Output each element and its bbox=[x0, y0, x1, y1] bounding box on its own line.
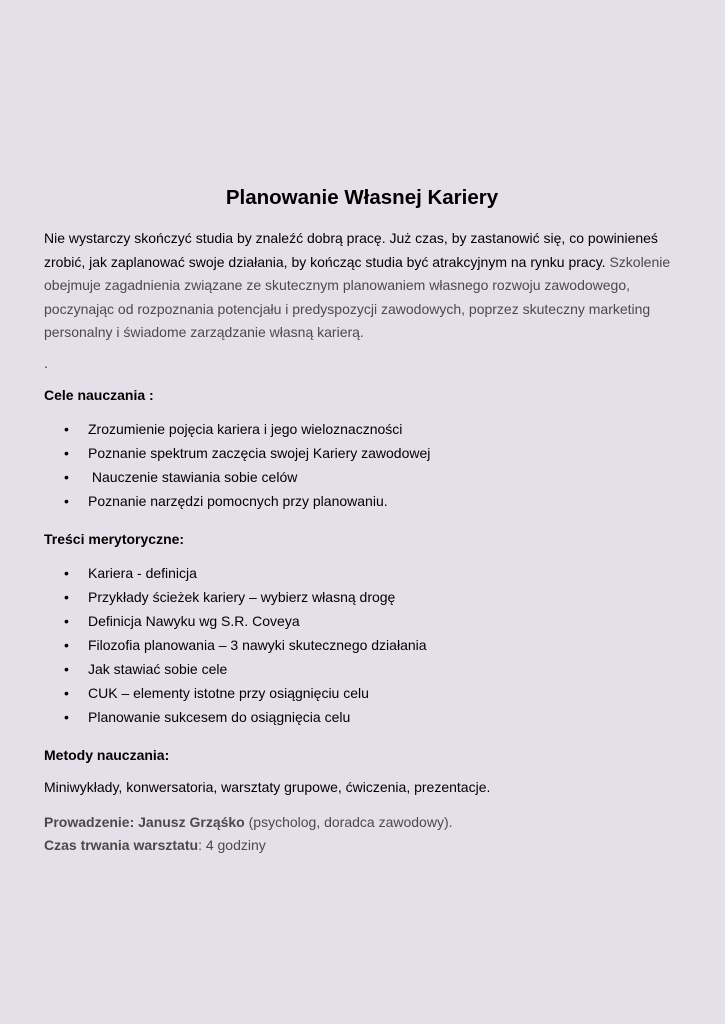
content-list bbox=[44, 561, 680, 729]
methods-heading: Metody nauczania: bbox=[44, 746, 170, 763]
list-item: • Poznanie narzędzi pomocnych przy planowaniu. bbox=[44, 489, 680, 513]
list-item: • Jak stawiać sobie cele bbox=[44, 657, 680, 681]
list-item: • Definicja Nawyku wg S.R. Coveya bbox=[44, 609, 680, 633]
list-item: • Nauczenie stawiania sobie celów bbox=[44, 465, 680, 489]
content-heading: Treści merytoryczne: bbox=[44, 530, 185, 547]
list-item: • Filozofia planowania – 3 nawyki skutecznego działania bbox=[44, 633, 680, 657]
methods-text: Miniwykłady, konwersatoria, warsztaty grupowe, ćwiczenia, prezentacje. bbox=[44, 778, 491, 795]
goals-list bbox=[44, 417, 680, 513]
instructor-detail: (psycholog, doradca zawodowy). bbox=[244, 813, 453, 830]
list-item: • Poznanie spektrum zaczęcia swojej Kariery zawodowej bbox=[44, 441, 680, 465]
stray-dot: . bbox=[44, 354, 48, 371]
duration-detail: : 4 godziny bbox=[198, 836, 266, 853]
list-item: • CUK – elementy istotne przy osiągnięciu celu bbox=[44, 681, 680, 705]
list-item: • Przykłady ścieżek kariery – wybierz własną drogę bbox=[44, 585, 680, 609]
list-item: • Planowanie sukcesem do osiągnięcia celu bbox=[44, 705, 680, 729]
instructor-info bbox=[44, 811, 680, 857]
duration-label: Czas trwania warsztatu bbox=[44, 836, 199, 853]
list-item: • Kariera - definicja bbox=[44, 561, 680, 585]
intro-paragraph bbox=[44, 227, 680, 345]
intro-text-grey: Szkolenie obejmuje zagadnienia związane ze skutecznym planowaniem własnego rozwoju zawodowego, poczynając od rozpoznania potencjału i predyspozycji zawodowych, poprzez skuteczny marketing personalny i świadome zarządzanie własną karierą. bbox=[44, 253, 671, 341]
document-page bbox=[44, 183, 680, 857]
list-item: • Zrozumienie pojęcia kariera i jego wieloznaczności bbox=[44, 417, 680, 441]
instructor-label: Prowadzenie: Janusz Grząśko bbox=[44, 813, 245, 830]
intro-text: Nie wystarczy skończyć studia by znaleźć dobrą pracę. Już czas, by zastanowić się, co powinieneś zrobić, jak zaplanować swoje działania, by kończąc studia być atrakcyjnym na rynku pracy. bbox=[44, 230, 658, 270]
goals-heading: Cele nauczania : bbox=[44, 386, 154, 403]
page-title: Planowanie Własnej Kariery bbox=[225, 186, 499, 209]
